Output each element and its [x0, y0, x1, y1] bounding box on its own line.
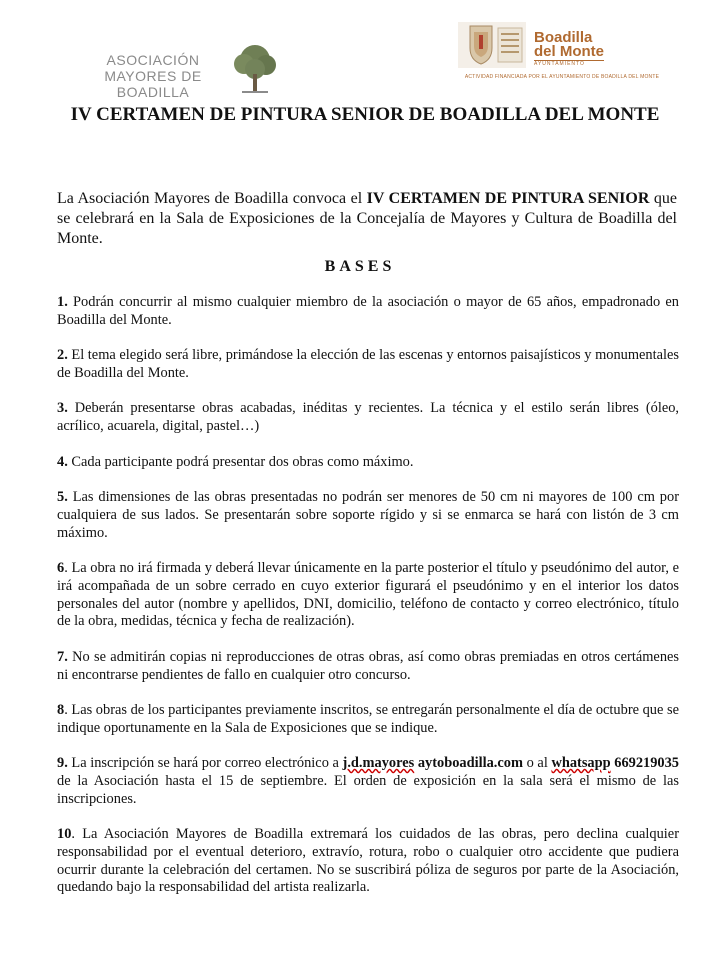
- whatsapp-number: 669219035: [610, 755, 680, 772]
- association-logo-line1: ASOCIACIÓN: [106, 52, 200, 68]
- rule-number: 2.: [57, 347, 68, 364]
- page-title: IV CERTAMEN DE PINTURA SENIOR DE BOADILLA DEL MONTE: [70, 104, 660, 125]
- rule-text: El tema elegido será libre, primándose la elección de las escenas y entornos paisajísticos y monumentales de Boadilla del Monte.: [57, 347, 679, 381]
- rule-number: 8: [57, 701, 65, 718]
- intro-event-name: IV CERTAMEN DE PINTURA SENIOR: [366, 190, 650, 207]
- intro-text-2: que se celebrará en la Sala de Exposiciones de la Concejalía de Mayores y Cultura de Boadilla del Monte.: [57, 190, 677, 247]
- bases-heading: BASES: [324, 258, 396, 275]
- rule-1: [57, 294, 679, 330]
- intro-text-1: La Asociación Mayores de Boadilla convoca el: [57, 190, 367, 207]
- rule-6: [57, 560, 679, 631]
- email-user: j.d.mayores: [342, 755, 415, 772]
- rule-number: 5.: [57, 488, 68, 505]
- financed-note: ACTIVIDAD FINANCIADA POR EL AYUNTAMIENTO DE BOADILLA DEL MONTE: [464, 74, 660, 80]
- rules-list: [57, 294, 679, 915]
- rule-3: [57, 400, 679, 436]
- rule-number: 3.: [57, 400, 68, 417]
- rule-number: 1.: [57, 294, 68, 310]
- rule-5: [57, 489, 679, 542]
- rule-text: . La obra no irá firmada y deberá llevar únicamente en la parte posterior el título y pseudónimo del autor, e irá acompañada de un sobre cerrado en cuyo exterior figurará el pseudónimo y en el interior los datos personales del autor (nombre y apellidos, DNI, domicilio, teléfono de contacto y correo electrónico, título de la obra, medidas, técnica y fecha de realización).: [57, 559, 679, 630]
- association-logo-text: [78, 52, 228, 100]
- intro-paragraph: [57, 189, 677, 249]
- email-domain: aytoboadilla.com: [414, 755, 523, 772]
- rule-number: 4.: [57, 453, 68, 470]
- rule-text: La inscripción se hará por correo electrónico a: [67, 755, 343, 772]
- town-hall-name-line1: Boadilla: [534, 29, 593, 46]
- rule-10: [57, 826, 679, 897]
- association-logo-line2: MAYORES DE BOADILLA: [104, 68, 202, 100]
- rule-number: 10: [57, 826, 72, 843]
- rule-text: Cada participante podrá presentar dos obras como máximo.: [67, 453, 414, 470]
- whatsapp-contact[interactable]: [551, 755, 679, 771]
- rule-8: [57, 702, 679, 738]
- rule-number: 6: [57, 559, 65, 576]
- rule-4: [57, 454, 679, 472]
- town-hall-name: [534, 30, 604, 68]
- whatsapp-label: whatsapp: [551, 755, 611, 772]
- rule-text-3: de la Asociación hasta el 15 de septiembre. El orden de exposición en la sala será el mismo de las inscripciones.: [57, 772, 679, 807]
- rule-7: [57, 649, 679, 685]
- town-hall-name-line3: AYUNTAMIENTO: [534, 60, 604, 68]
- tree-icon: [230, 42, 280, 94]
- rule-text: No se admitirán copias ni reproducciones de otras obras, así como obras premiadas en otros certámenes ni encontrarse pendientes de fallo en cualquier otro concurso.: [57, 648, 679, 683]
- rule-number: 9.: [57, 755, 68, 772]
- rule-text: Podrán concurrir al mismo cualquier miembro de la asociación o mayor de 65 años, empadronado en Boadilla del Monte.: [57, 294, 679, 328]
- coat-of-arms-icon: [458, 22, 526, 68]
- rule-text: . Las obras de los participantes previamente inscritos, se entregarán personalmente el día de octubre que se indique oportunamente en la Sala de Exposiciones que se indique.: [57, 701, 679, 736]
- rule-text: . La Asociación Mayores de Boadilla extremará los cuidados de las obras, pero declina cualquier responsabilidad por el eventual deterioro, extravío, rotura, robo o cualquier otro accidente que pudiera ocurrir durante la celebración del certamen. No se suscribirá póliza de seguros por parte de la Asociación, quedando bajo la responsabilidad del artista realizarla.: [57, 826, 679, 896]
- rule-text: Las dimensiones de las obras presentadas no podrán ser menores de 50 cm ni mayores de 100 cm por cualquiera de sus lados. Se presentarán sobre soporte rígido y si se enmarca se hará con listón de 3 cm máximo.: [57, 488, 679, 541]
- rule-text-2: o al: [522, 755, 552, 772]
- town-hall-name-line2: del Monte: [534, 43, 604, 60]
- town-hall-logo: [456, 22, 676, 88]
- rule-2: [57, 347, 679, 383]
- rule-9: [57, 755, 679, 808]
- association-logo: [70, 38, 280, 100]
- rule-number: 7.: [57, 648, 68, 665]
- page-header: [0, 0, 720, 100]
- rule-text: Deberán presentarse obras acabadas, inéditas y recientes. La técnica y el estilo serán libres (óleo, acrílico, acuarela, digital, pastel…): [57, 400, 679, 435]
- email-address[interactable]: [343, 755, 523, 771]
